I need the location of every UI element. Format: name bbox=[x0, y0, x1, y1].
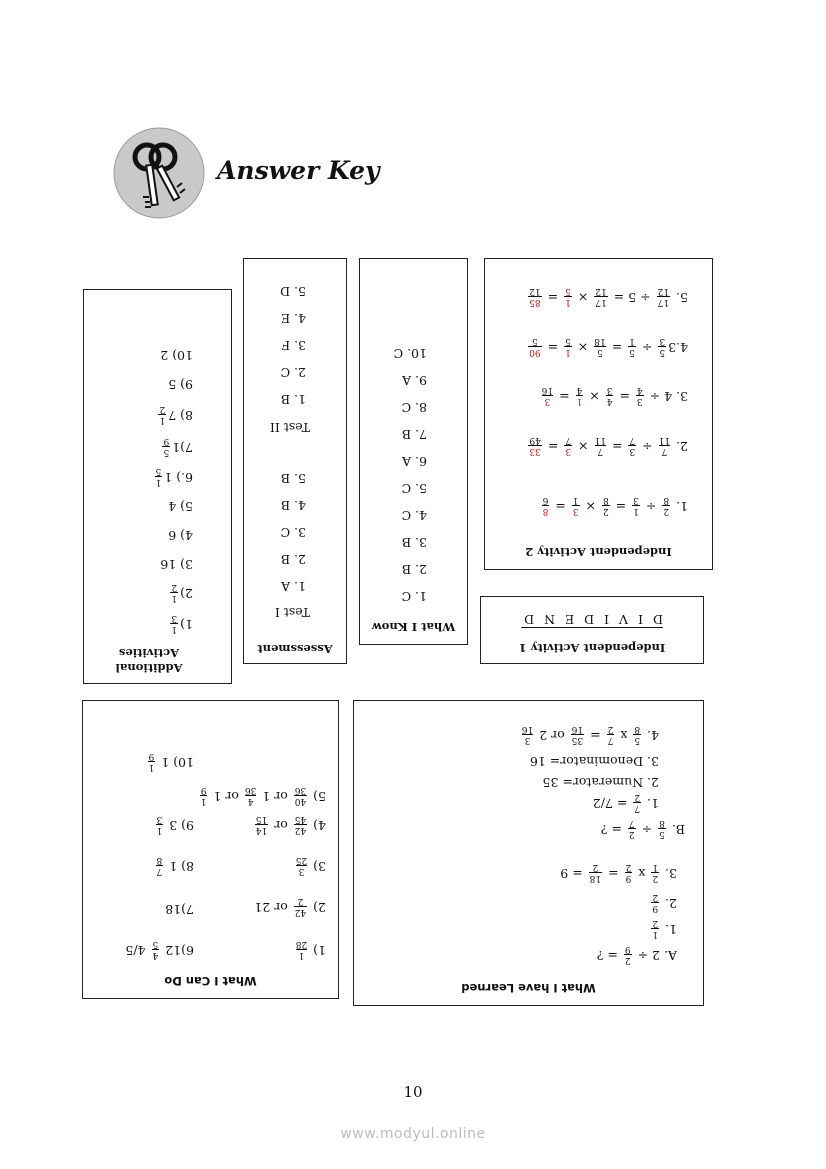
additional-heading-1: Additional bbox=[115, 661, 183, 675]
can-do-item-9: 9) 3 1 3 bbox=[156, 814, 194, 835]
additional-item-1: 1) bbox=[180, 617, 193, 632]
can-do-heading: What I Can Do bbox=[164, 974, 257, 988]
page-number: 10 bbox=[403, 1083, 423, 1101]
what-i-can-do-box bbox=[82, 700, 339, 999]
additional-item-6: 6.) 1 bbox=[164, 470, 193, 485]
what-i-know-heading: What I Know bbox=[371, 620, 456, 634]
additional-item-9: 9) 5 bbox=[168, 377, 193, 392]
learned-b4: 4. 5 8 x 7 2 = 35 16 or 2 3 16 bbox=[521, 724, 659, 745]
can-do-item-2: 2) 42 2 or 21 bbox=[254, 896, 326, 917]
independent2-heading: Independent Activity 2 bbox=[525, 545, 672, 559]
test2-item: 2. C bbox=[280, 365, 306, 380]
test1-item: 5. B bbox=[280, 471, 306, 486]
test2-item: 4. E bbox=[280, 311, 306, 326]
independent1-answer: D I V I D E N D bbox=[521, 612, 663, 627]
fraction-num: 1 bbox=[171, 593, 178, 603]
fraction-den: 5 bbox=[155, 466, 162, 476]
can-do-item-7: 7)18 bbox=[165, 902, 194, 917]
indep2-row-3: 3. 4 ÷ 3 4 = 4 3 × 1 4 = 3 16 bbox=[541, 385, 688, 406]
additional-item-2: 2) bbox=[180, 586, 193, 601]
additional-item-4: 4) 6 bbox=[168, 528, 193, 543]
can-do-item-1: 1) 1 28 bbox=[295, 939, 326, 960]
learned-b: B. 5 8 ÷ 2 7 = ? bbox=[600, 818, 685, 839]
learned-a1: 1. 1 2 bbox=[652, 918, 677, 939]
fraction-num: 1 bbox=[171, 624, 178, 634]
learned-heading: What I have Learned bbox=[461, 981, 596, 995]
fraction-den: 9 bbox=[163, 436, 170, 446]
indep2-row-2: 2. 7 11 ÷ 3 7 = 7 11 × 3 7 = 33 49 bbox=[529, 435, 688, 456]
test2-item: 3. F bbox=[281, 338, 306, 353]
can-do-item-5: 5) 40 36 or 1 4 36 or 1 1 9 bbox=[200, 785, 326, 806]
test1-item: 4. B bbox=[280, 498, 306, 513]
additional-heading-2: Activities bbox=[118, 646, 180, 660]
know-item: 1. C bbox=[401, 589, 427, 604]
learned-b1: 1. 7 2 = 7/2 bbox=[592, 792, 659, 813]
know-item: 4. C bbox=[401, 508, 427, 523]
know-item: 10. C bbox=[393, 346, 427, 361]
independent-activity-2-box bbox=[484, 258, 713, 570]
test1-item: 2. B bbox=[280, 552, 306, 567]
assessment-heading: Assessment bbox=[257, 642, 333, 656]
can-do-item-8: 8) 1 7 8 bbox=[156, 855, 194, 876]
test2-item: 1. B bbox=[280, 392, 306, 407]
additional-item-3: 3) 16 bbox=[160, 557, 193, 572]
fraction-num: 5 bbox=[163, 447, 170, 457]
test1-item: 3. C bbox=[280, 525, 306, 540]
test1-item: 1. A bbox=[281, 579, 306, 594]
independent-activity-1-box bbox=[480, 596, 704, 664]
additional-item-8: 8) 7 bbox=[168, 408, 193, 423]
know-item: 7. B bbox=[401, 427, 427, 442]
assessment-box bbox=[243, 258, 347, 664]
fraction-den: 2 bbox=[171, 582, 178, 592]
independent1-heading: Independent Activity 1 bbox=[518, 641, 666, 655]
indep2-row-4: 4.3 5 3 ÷ 5 1 = 5 18 × 1 5 = 90 5 bbox=[529, 336, 688, 357]
fraction-den: 2 bbox=[159, 404, 166, 414]
test2-item: 5. D bbox=[280, 284, 306, 299]
can-do-item-10: 10) 1 1 9 bbox=[148, 751, 194, 772]
additional-item-7: 7)1 bbox=[172, 440, 193, 455]
learned-a3: 3. 2 1 x 9 2 = 18 2 = 9 bbox=[560, 862, 677, 883]
learned-a2: 2. 9 2 bbox=[652, 892, 677, 913]
watermark: www.modyul.online bbox=[340, 1126, 486, 1142]
additional-activities-box bbox=[83, 289, 232, 684]
fraction-den: 3 bbox=[171, 613, 178, 623]
know-item: 6. A bbox=[402, 454, 427, 469]
know-item: 8. C bbox=[401, 400, 427, 415]
learned-b2: 2. Numerator= 35 bbox=[542, 775, 659, 790]
additional-item-5: 5) 4 bbox=[168, 499, 193, 514]
can-do-item-3: 3) 3 25 bbox=[295, 855, 326, 876]
test1-label: Test I bbox=[274, 605, 310, 620]
what-i-know-box bbox=[359, 258, 468, 645]
indep2-row-1: 1. 2 8 ÷ 1 3 = 2 8 × 3 1 = 8 6 bbox=[542, 495, 688, 516]
page-title: Answer Key bbox=[217, 156, 380, 185]
additional-item-10: 10) 2 bbox=[160, 348, 193, 363]
know-item: 3. B bbox=[401, 535, 427, 550]
can-do-item-4: 4) 42 45 or 14 15 bbox=[255, 814, 326, 835]
keys-icon bbox=[113, 127, 205, 219]
what-i-have-learned-box bbox=[353, 700, 704, 1006]
test2-label: Test II bbox=[269, 420, 310, 435]
know-item: 2. B bbox=[401, 562, 427, 577]
know-item: 5. C bbox=[401, 481, 427, 496]
learned-a: A. 2 ÷ 2 9 = ? bbox=[596, 944, 677, 965]
know-item: 9. A bbox=[402, 373, 427, 388]
fraction-num: 1 bbox=[159, 415, 166, 425]
can-do-item-6: 6)12 4 5 4/5 bbox=[125, 939, 194, 960]
learned-b3: 3. Denominator= 16 bbox=[529, 754, 659, 769]
indep2-row-5: 5. 17 12 ÷ 5 = 17 12 × 1 5 = 85 12 bbox=[529, 286, 688, 307]
fraction-num: 1 bbox=[155, 477, 162, 487]
